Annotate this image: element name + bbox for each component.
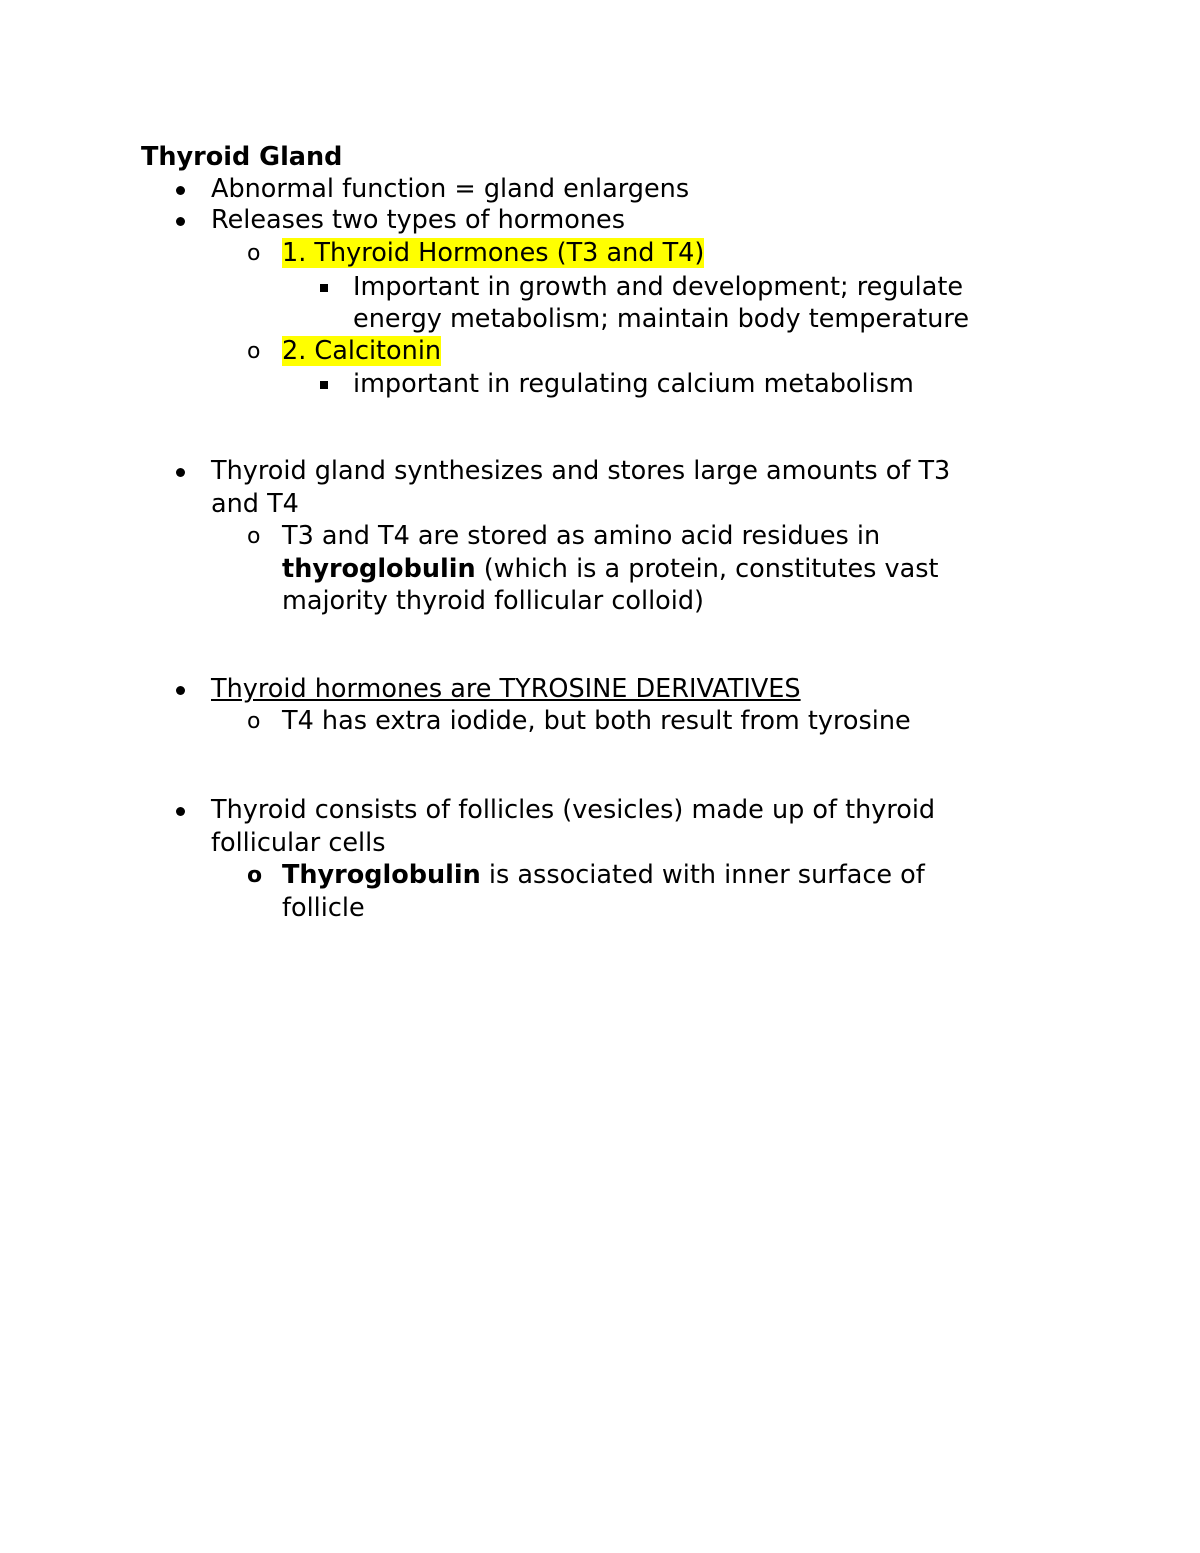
bullet-dot xyxy=(176,807,185,816)
sub-item-thyroid-hormones xyxy=(282,237,704,270)
bullet-synthesizes: Thyroid gland synthesizes and stores large amounts of T3 xyxy=(211,456,951,486)
highlight: 2. Calcitonin xyxy=(282,336,442,366)
underlined-text: Thyroid hormones are TYROSINE DERIVATIVES xyxy=(211,674,801,704)
bullet-follicles: Thyroid consists of follicles (vesicles) made up of thyroid xyxy=(211,795,936,825)
sub-bullet-circle: o xyxy=(247,863,263,888)
sub-bullet-circle: o xyxy=(247,241,261,266)
text-run: is associated with inner surface of xyxy=(480,860,925,890)
bullet-releases-hormones: Releases two types of hormones xyxy=(211,205,626,235)
text-run: (which is a protein, constitutes vast xyxy=(475,554,939,584)
detail-line: important in regulating calcium metabolism xyxy=(353,369,914,399)
sub-item-stored-line3: majority thyroid follicular colloid) xyxy=(282,586,704,616)
bullet-tyrosine xyxy=(211,673,801,706)
sub-item-thyroglobulin-line2: follicle xyxy=(282,893,365,923)
bullet-dot xyxy=(176,186,185,195)
bold-term: Thyroglobulin xyxy=(282,860,481,890)
bullet-dot xyxy=(176,686,185,695)
bold-term: thyroglobulin xyxy=(282,554,476,584)
sub-sub-bullet-square xyxy=(320,284,328,292)
bullet-continuation: and T4 xyxy=(211,489,299,519)
sub-item-thyroglobulin xyxy=(282,859,925,892)
bullet-abnormal-function: Abnormal function = gland enlargens xyxy=(211,174,690,204)
sub-bullet-circle: o xyxy=(247,524,261,549)
sub-item-stored-line2 xyxy=(282,553,939,586)
detail-line: Important in growth and development; regulate xyxy=(353,272,964,302)
sub-sub-bullet-square xyxy=(320,381,328,389)
bullet-dot xyxy=(176,217,185,226)
sub-item-stored: T3 and T4 are stored as amino acid residues in xyxy=(282,521,881,551)
sub-item-calcitonin xyxy=(282,335,441,368)
highlight: 1. Thyroid Hormones (T3 and T4) xyxy=(282,238,705,268)
detail-line: energy metabolism; maintain body temperature xyxy=(353,304,970,334)
bullet-dot xyxy=(176,468,185,477)
sub-item-iodide: T4 has extra iodide, but both result from tyrosine xyxy=(282,706,911,736)
bullet-continuation: follicular cells xyxy=(211,828,386,858)
page-title: Thyroid Gland xyxy=(141,142,343,172)
sub-bullet-circle: o xyxy=(247,339,261,364)
sub-bullet-circle: o xyxy=(247,709,261,734)
